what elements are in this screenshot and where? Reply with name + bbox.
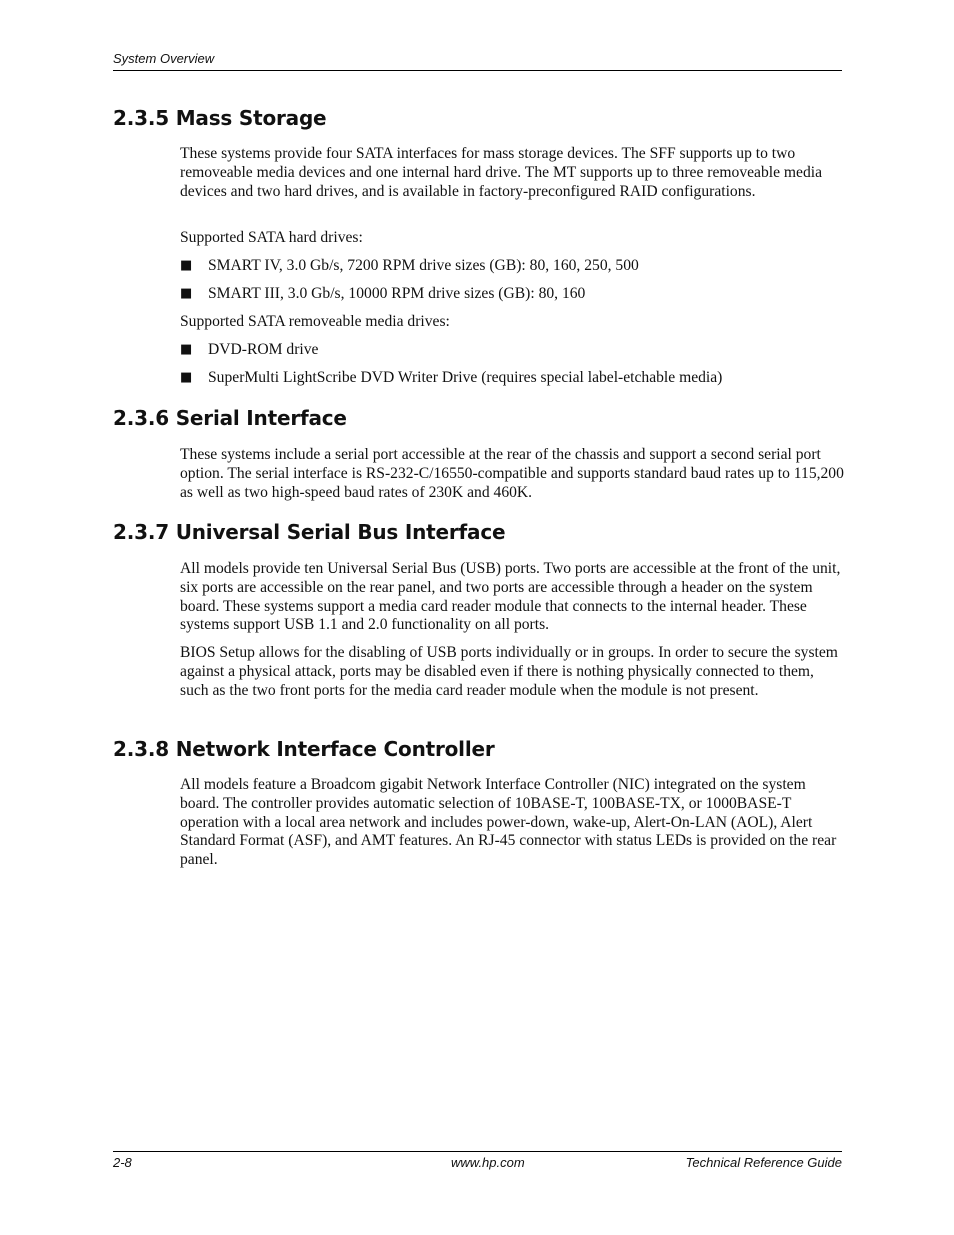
footer-url: www.hp.com <box>451 1155 525 1170</box>
running-header <box>113 51 842 71</box>
page-number: 2-8 <box>113 1155 132 1170</box>
running-footer <box>113 1151 842 1175</box>
bullet-square-icon: ■ <box>180 342 193 357</box>
hard-drives-label: Supported SATA hard drives: <box>180 229 363 246</box>
usb-paragraph-1: All models provide ten Universal Serial Bus (USB) ports. Two ports are accessible at the front of the unit, six ports are accessible on the rear panel, and two ports are accessible through a header on the system board. These systems support a media card reader module that connects to the internal header. These systems support USB 1.1 and 2.0 functionality on all ports. <box>180 560 841 634</box>
network-interface-paragraph: All models feature a Broadcom gigabit Network Interface Controller (NIC) integrated on the system board. The controller provides automatic selection of 10BASE-T, 100BASE-TX, or 1000BASE-T operation with a local area network and includes power-down, wake-up, Alert-On-LAN (AOL), Alert Standard Format (ASF), and AMT features. An RJ-45 connector with status LEDs is provided on the rear panel. <box>180 776 837 869</box>
media-drives-label: Supported SATA removeable media drives: <box>180 313 450 330</box>
list-item-text: SMART IV, 3.0 Gb/s, 7200 RPM drive sizes (GB): 80, 160, 250, 500 <box>208 257 639 274</box>
running-header-title: System Overview <box>113 51 215 66</box>
usb-paragraph-2: BIOS Setup allows for the disabling of USB ports individually or in groups. In order to secure the system against a physical attack, ports may be disabled even if there is nothing physically connected to them, such as the two front ports for the media card reader module when the module is not present. <box>180 644 838 699</box>
section-heading-serial-interface: 2.3.6 Serial Interface <box>113 406 347 430</box>
bullet-square-icon: ■ <box>180 370 193 385</box>
bullet-square-icon: ■ <box>180 258 193 273</box>
section-heading-mass-storage: 2.3.5 Mass Storage <box>113 106 327 130</box>
serial-interface-paragraph: These systems include a serial port accessible at the rear of the chassis and support a second serial port option. The serial interface is RS-232-C/16550-compatible and supports standard baud rates up to 115,200 as well as two high-speed baud rates of 230K and 460K. <box>180 446 844 501</box>
footer-guide-title: Technical Reference Guide <box>685 1155 842 1170</box>
mass-storage-intro-paragraph: These systems provide four SATA interfaces for mass storage devices. The SFF supports up to two removeable media devices and one internal hard drive. The MT supports up to three removeable media devices and two hard drives, and is available in factory-preconfigured RAID configurations. <box>180 145 823 200</box>
section-heading-usb-interface: 2.3.7 Universal Serial Bus Interface <box>113 520 506 544</box>
bullet-square-icon: ■ <box>180 286 193 301</box>
list-item-text: DVD-ROM drive <box>208 341 319 358</box>
list-item-text: SuperMulti LightScribe DVD Writer Drive (requires special label-etchable media) <box>208 369 723 386</box>
section-heading-network-interface: 2.3.8 Network Interface Controller <box>113 737 495 761</box>
list-item-text: SMART III, 3.0 Gb/s, 10000 RPM drive sizes (GB): 80, 160 <box>208 285 586 302</box>
